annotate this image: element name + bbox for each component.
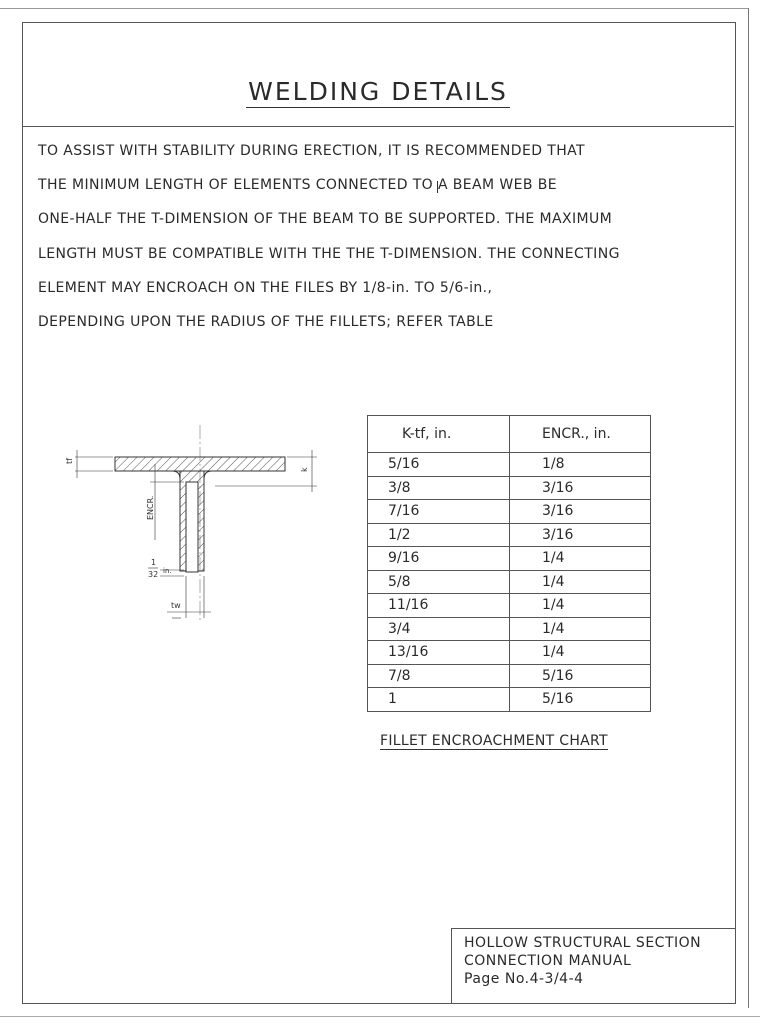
title-block-line: Page No.4-3/4-4: [464, 971, 584, 987]
fraction-numerator: 1: [151, 558, 157, 567]
table-row: [368, 453, 651, 477]
k-tf-cell: 1: [368, 688, 510, 712]
table-row: [368, 617, 651, 641]
k-tf-cell: 5/16: [368, 453, 510, 477]
table-row: [368, 500, 651, 524]
table-row: [368, 547, 651, 571]
encr-cell: 5/16: [510, 688, 651, 712]
tw-label: tw: [171, 601, 181, 610]
encr-label: ENCR.: [146, 495, 155, 520]
title-block: [451, 928, 735, 1003]
k-tf-cell: 5/8: [368, 570, 510, 594]
sheet-edge-bottom: [0, 1016, 760, 1017]
paragraph-line-part: A BEAM WEB BE: [437, 177, 557, 194]
connecting-element: [186, 482, 198, 572]
encr-cell: 1/4: [510, 570, 651, 594]
fraction-denominator: 32: [148, 570, 159, 579]
chart-caption: [380, 733, 608, 749]
title-block-line: HOLLOW STRUCTURAL SECTION: [464, 935, 702, 951]
table-body: [368, 453, 651, 712]
table-row: [368, 641, 651, 665]
encr-cell: 3/16: [510, 523, 651, 547]
paragraph-line: ONE-HALF THE T-DIMENSION OF THE BEAM TO BE SUPPORTED. THE MAXIMUM: [38, 211, 613, 228]
encr-cell: 1/4: [510, 594, 651, 618]
table-row: [368, 476, 651, 500]
k-tf-cell: 3/4: [368, 617, 510, 641]
table-row: [368, 570, 651, 594]
k-tf-cell: 3/8: [368, 476, 510, 500]
paragraph-line: DEPENDING UPON THE RADIUS OF THE FILLETS; REFER TABLE: [38, 313, 494, 330]
paragraph-line-part: THE MINIMUM LENGTH OF ELEMENTS CONNECTED TO: [38, 177, 434, 194]
fraction-unit: in.: [163, 567, 172, 575]
k-tf-cell: 7/16: [368, 500, 510, 524]
k-label: k: [300, 467, 309, 472]
sheet-edge-right: [748, 8, 749, 1008]
table-row: [368, 688, 651, 712]
encr-cell: 3/16: [510, 500, 651, 524]
k-tf-cell: 9/16: [368, 547, 510, 571]
sheet-edge-top: [0, 8, 748, 9]
k-tf-cell: 11/16: [368, 594, 510, 618]
encr-cell: 1/4: [510, 617, 651, 641]
table-header-row: [368, 416, 651, 453]
encr-cell: 1/4: [510, 641, 651, 665]
title-block-line: CONNECTION MANUAL: [464, 953, 632, 969]
title-band: [22, 22, 734, 127]
paragraph-line: [38, 174, 718, 208]
column-header: ENCR., in.: [510, 416, 651, 453]
table-row: [368, 664, 651, 688]
paragraph-line: TO ASSIST WITH STABILITY DURING ERECTION, IT IS RECOMMENDED THAT: [38, 143, 585, 159]
encr-cell: 1/8: [510, 453, 651, 477]
instruction-paragraph: [38, 140, 718, 345]
tf-label: tf: [65, 458, 74, 464]
table-row: [368, 523, 651, 547]
page-title: [22, 77, 734, 106]
k-tf-cell: 13/16: [368, 641, 510, 665]
table-row: [368, 594, 651, 618]
paragraph-line: LENGTH MUST BE COMPATIBLE WITH THE THE T-DIMENSION. THE CONNECTING: [38, 245, 620, 262]
k-tf-cell: 1/2: [368, 523, 510, 547]
tee-section-drawing: [55, 420, 335, 630]
k-tf-cell: 7/8: [368, 664, 510, 688]
chart-caption-text: FILLET ENCROACHMENT CHART: [380, 733, 608, 749]
encr-cell: 3/16: [510, 476, 651, 500]
paragraph-line: ELEMENT MAY ENCROACH ON THE FILES BY 1/8-in. TO 5/6-in.,: [38, 279, 493, 296]
encr-cell: 5/16: [510, 664, 651, 688]
page-title-text: WELDING DETAILS: [248, 77, 508, 106]
flange: [115, 457, 285, 471]
fillet-encroachment-table: [367, 415, 651, 712]
encr-cell: 1/4: [510, 547, 651, 571]
column-header: K-tf, in.: [368, 416, 510, 453]
